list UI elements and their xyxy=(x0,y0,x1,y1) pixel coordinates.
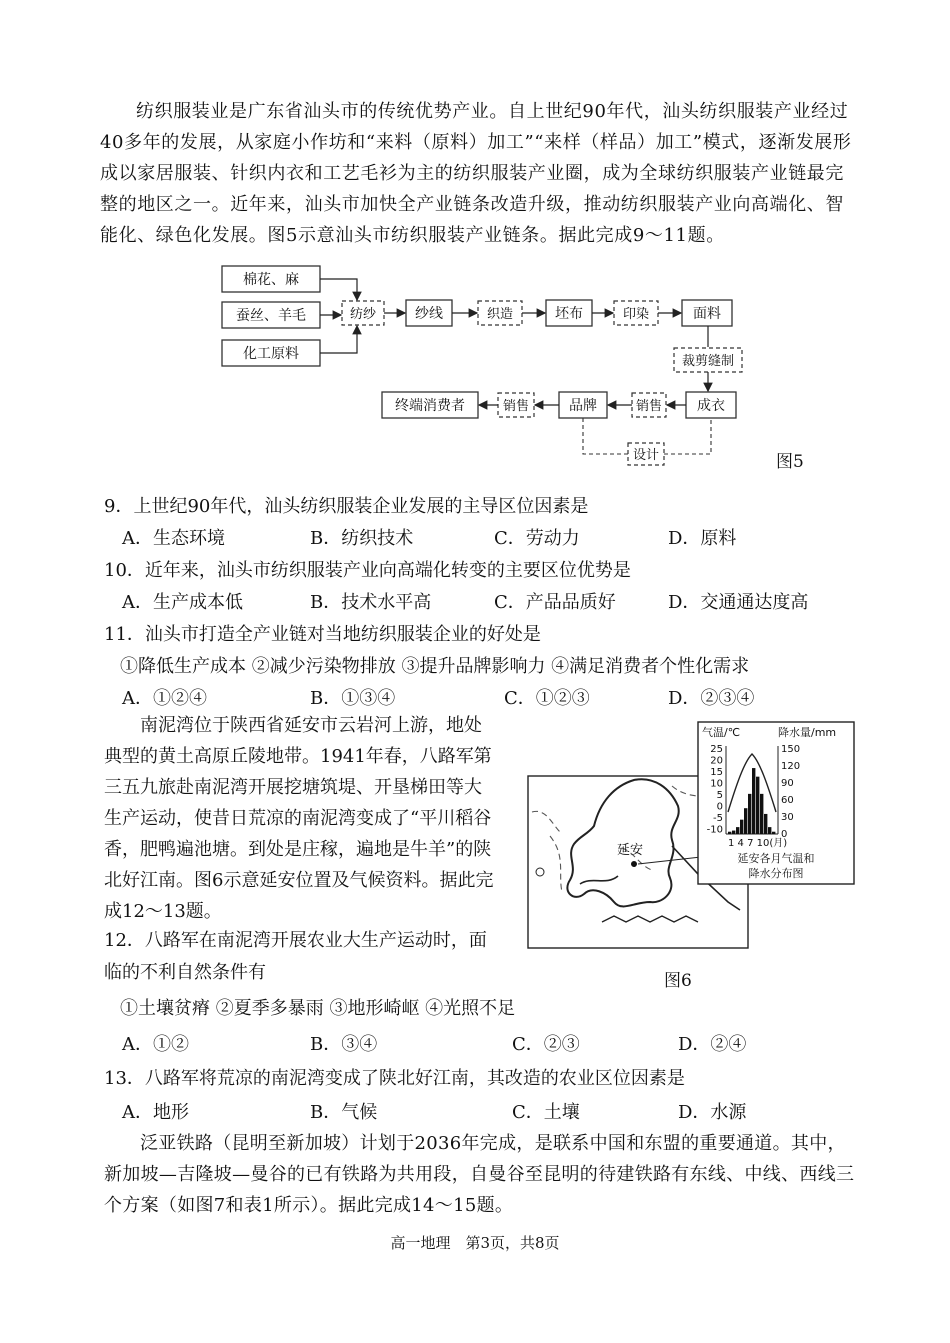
q13-option-d: D．水源 xyxy=(678,1102,747,1123)
label-consumer: 终端消费者 xyxy=(395,398,465,414)
label-cotton-hemp: 棉花、麻 xyxy=(243,272,299,288)
question-10-stem: 10．近年来，汕头市纺织服装产业向高端化转变的主要区位优势是 xyxy=(104,560,631,581)
q10-option-d: D．交通通达度高 xyxy=(668,592,809,613)
precip-tick: 0 xyxy=(781,829,788,840)
precip-bar xyxy=(736,827,739,834)
q9-option-d: D．原料 xyxy=(668,528,737,549)
precip-bar xyxy=(756,777,759,834)
figure-6-map xyxy=(522,716,862,956)
figure-5-caption: 图5 xyxy=(776,452,804,472)
question-12-stem-line2: 临的不利自然条件有 xyxy=(104,962,266,983)
question-12-statements: ①土壤贫瘠 ②夏季多暴雨 ③地形崎岖 ④光照不足 xyxy=(120,998,516,1019)
precip-bar xyxy=(728,832,731,834)
q13-option-c: C．土壤 xyxy=(512,1102,580,1123)
climate-caption-2: 降水分布图 xyxy=(748,867,804,880)
temp-tick: 0 xyxy=(716,801,723,813)
precip-tick: 150 xyxy=(781,744,801,755)
label-greige: 坯布 xyxy=(555,306,583,322)
precip-bar xyxy=(760,794,763,834)
precip-bar xyxy=(752,768,755,834)
q11-option-a: A．①②④ xyxy=(122,688,207,709)
precip-tick: 60 xyxy=(781,795,794,806)
label-spinning: 纺纱 xyxy=(349,307,377,322)
industry-chain-diagram xyxy=(210,260,820,474)
label-fabric: 面料 xyxy=(693,306,721,322)
label-yarn: 纱线 xyxy=(415,306,443,322)
yanan-label: 延安 xyxy=(617,843,644,858)
question-11-statements: ①降低生产成本 ②减少污染物排放 ③提升品牌影响力 ④满足消费者个性化需求 xyxy=(120,656,750,677)
label-dyeing: 印染 xyxy=(622,307,650,322)
precip-tick: 120 xyxy=(781,761,801,772)
precip-bar xyxy=(772,832,775,834)
q10-option-a: A．生产成本低 xyxy=(122,592,243,613)
label-garment: 成衣 xyxy=(697,398,725,414)
q9-option-c: C．劳动力 xyxy=(494,528,580,549)
climate-caption-1: 延安各月气温和 xyxy=(737,852,815,865)
q11-option-b: B．①③④ xyxy=(310,688,396,709)
yanan-dot xyxy=(631,861,637,867)
q11-option-c: C．①②③ xyxy=(504,688,590,709)
q9-option-a: A．生态环境 xyxy=(122,528,225,549)
page-footer: 高一地理 第3页，共8页 xyxy=(390,1234,560,1252)
q12-option-d: D．②④ xyxy=(678,1034,747,1055)
q12-option-b: B．③④ xyxy=(310,1034,378,1055)
temp-tick: 20 xyxy=(710,755,723,767)
q12-option-c: C．②③ xyxy=(512,1034,580,1055)
figure-6-caption: 图6 xyxy=(664,971,692,991)
precip-bar xyxy=(764,814,767,834)
label-chemical: 化工原料 xyxy=(243,346,299,362)
temp-tick: 15 xyxy=(710,767,723,778)
precip-bar xyxy=(744,808,747,834)
q10-option-c: C．产品品质好 xyxy=(494,592,616,613)
question-13-stem: 13．八路军将荒凉的南泥湾变成了陕北好江南，其改造的农业区位因素是 xyxy=(104,1068,685,1089)
precip-tick: 30 xyxy=(781,812,794,823)
month-ticks: 1 4 7 10(月) xyxy=(728,838,788,849)
temp-axis-label: 气温/℃ xyxy=(702,726,741,739)
label-weaving: 织造 xyxy=(486,307,514,322)
question-9-stem: 9．上世纪90年代，汕头纺织服装企业发展的主导区位因素是 xyxy=(104,496,589,517)
label-sales-1: 销售 xyxy=(635,399,663,414)
yanan-map xyxy=(522,716,862,956)
temp-tick: -5 xyxy=(713,813,723,824)
precip-axis-label: 降水量/mm xyxy=(778,726,837,739)
precip-bar xyxy=(768,827,771,834)
temp-tick: 5 xyxy=(716,790,723,801)
label-silk-wool: 蚕丝、羊毛 xyxy=(236,308,306,324)
label-cut-sew: 裁剪缝制 xyxy=(681,354,735,369)
intro-paragraph-textile: 纺织服装业是广东省汕头市的传统优势产业。自上世纪90年代，汕头纺织服装产业经过40多年的发展，从家庭小作坊和“来料（原料）加工”“来样（样品）加工”模式，逐渐发展形成以家居服装、针织内衣和工艺毛衫为主的纺织服装产业圈，成为全球纺织服装产业链最完整的地区之一。近年来，汕头市加快全产业链条改造升级，推动纺织服装产业向高端化、智能化、绿色化发展。图5示意汕头市纺织服装产业链条。据此完成9～11题。 xyxy=(100,101,852,246)
temp-tick: 10 xyxy=(710,778,723,790)
figure-5-industry-chain xyxy=(210,260,820,474)
label-sales-2: 销售 xyxy=(502,399,530,414)
q11-option-d: D．②③④ xyxy=(668,688,755,709)
q13-option-b: B．气候 xyxy=(310,1102,378,1123)
question-12-stem-line1: 12．八路军在南泥湾开展农业大生产运动时，面 xyxy=(104,930,487,951)
q10-option-b: B．技术水平高 xyxy=(310,592,432,613)
label-design: 设计 xyxy=(632,448,660,463)
temp-tick: 25 xyxy=(710,744,723,755)
q12-option-a: A．①② xyxy=(122,1034,189,1055)
q9-option-b: B．纺织技术 xyxy=(310,528,414,549)
precip-bar xyxy=(740,820,743,834)
temp-tick: -10 xyxy=(706,824,723,836)
intro-paragraph-railway: 泛亚铁路（昆明至新加坡）计划于2036年完成，是联系中国和东盟的重要通道。其中，新加坡—吉隆坡—曼谷的已有铁路为共用段，自曼谷至昆明的待建铁路有东线、中线、西线三个方案（如图7和表1所示）。据此完成14～15题。 xyxy=(104,1133,855,1216)
precip-bar xyxy=(748,794,751,834)
label-brand: 品牌 xyxy=(569,398,597,414)
intro-paragraph-nanniwan: 南泥湾位于陕西省延安市云岩河上游，地处典型的黄土高原丘陵地带。1941年春，八路军第三五九旅赴南泥湾开展挖塘筑堤、开垦梯田等大生产运动，使昔日荒凉的南泥湾变成了“平川稻谷香，肥鸭遍池塘。到处是庄稼，遍地是牛羊”的陕北好江南。图6示意延安位置及气候资料。据此完成12～13题。 xyxy=(104,715,494,922)
precip-bar xyxy=(732,831,735,834)
question-11-stem: 11．汕头市打造全产业链对当地纺织服装企业的好处是 xyxy=(104,624,541,645)
q13-option-a: A．地形 xyxy=(122,1102,189,1123)
precip-tick: 90 xyxy=(781,778,794,789)
